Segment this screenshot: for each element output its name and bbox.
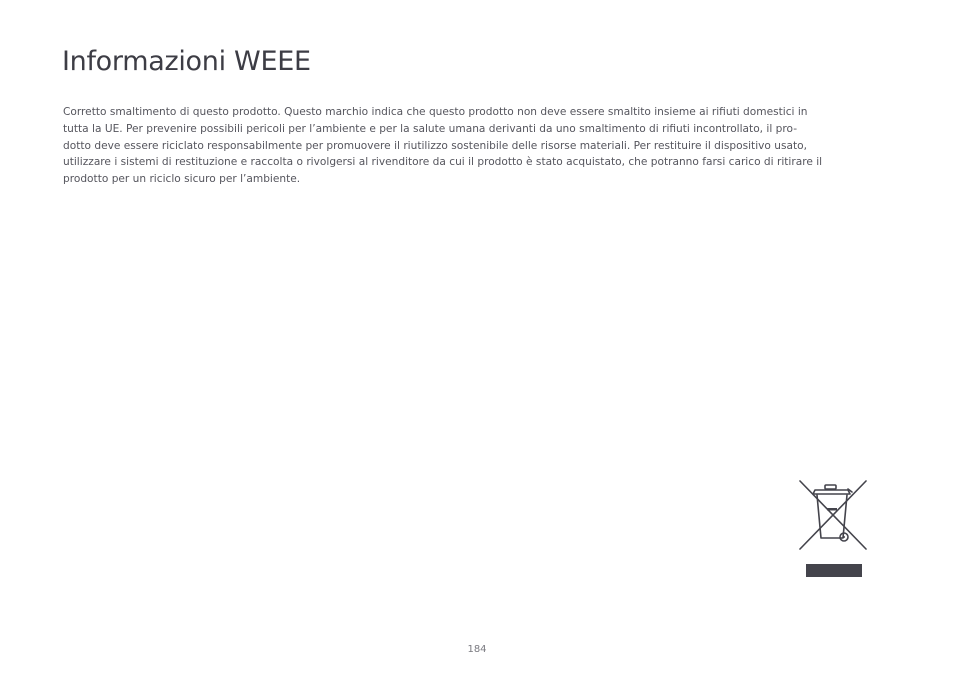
paragraph-line: tutta la UE. Per prevenire possibili pericoli per l’ambiente e per la salute umana derivanti da uno smaltimento di rifiuti incontrollato, il pro- bbox=[63, 122, 798, 135]
page-title: Informazioni WEEE bbox=[62, 46, 311, 77]
paragraph-line: utilizzare i sistemi di restituzione e raccolta o rivolgersi al rivenditore da cui il prodotto è stato acquistato, che potranno farsi carico di ritirare il bbox=[63, 156, 823, 169]
weee-disposal-paragraph bbox=[63, 104, 903, 188]
paragraph-line: Corretto smaltimento di questo prodotto. Questo marchio indica che questo prodotto non deve essere smaltito insieme ai rifiuti domestici in bbox=[63, 106, 808, 118]
crossed-out-wheelie-bin-icon bbox=[796, 478, 870, 580]
paragraph-line: prodotto per un riciclo sicuro per l’ambiente. bbox=[63, 173, 301, 186]
page-number: 184 bbox=[467, 644, 487, 655]
paragraph-line: dotto deve essere riciclato responsabilmente per promuovere il riutilizzo sostenibile delle risorse materiali. Per restituire il dispositivo usato, bbox=[63, 139, 807, 152]
